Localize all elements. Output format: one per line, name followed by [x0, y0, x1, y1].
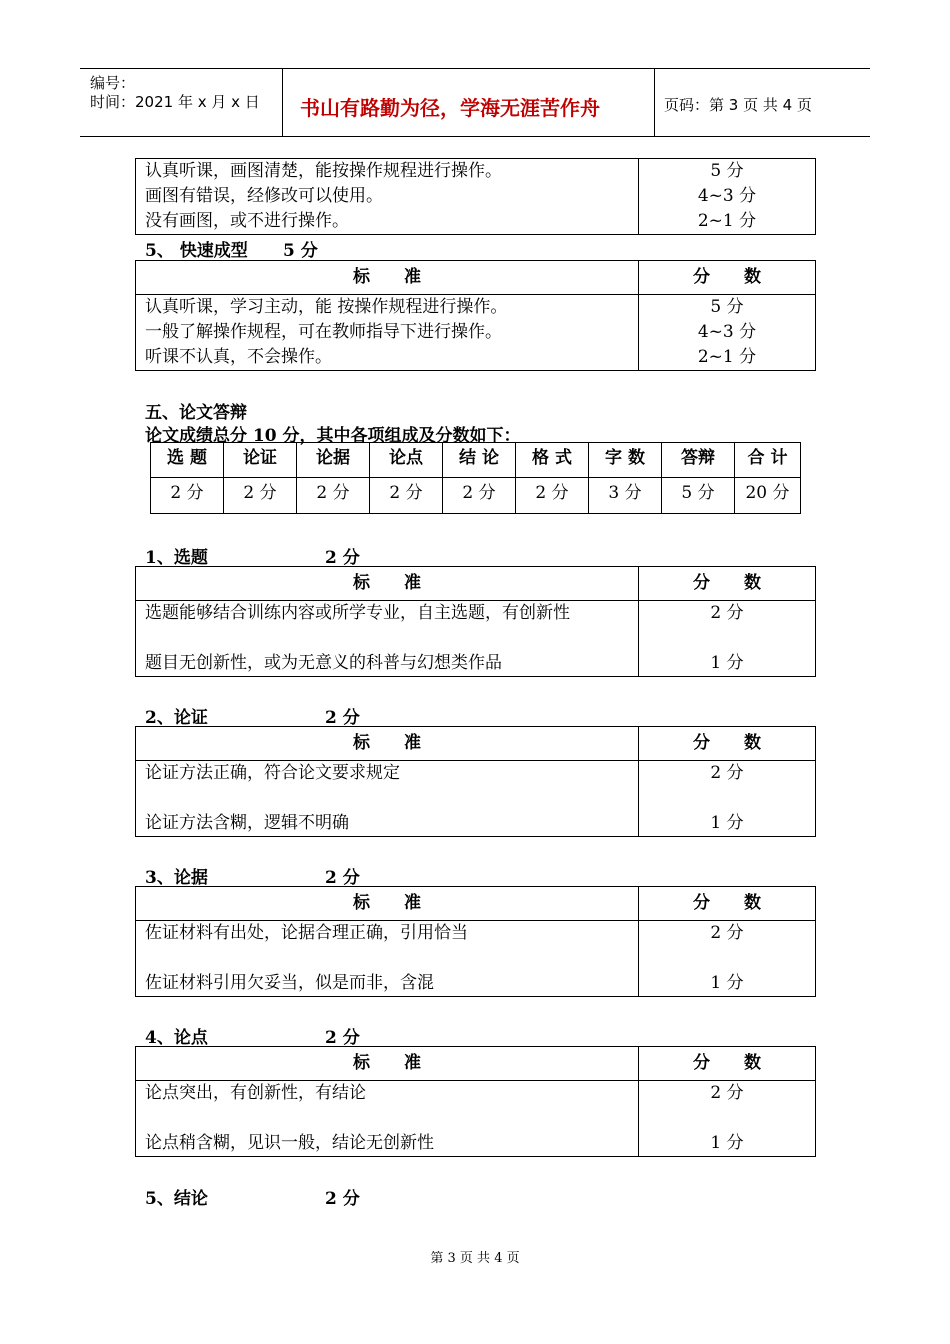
criteria-score: 4~3 分: [697, 322, 757, 342]
column-header-standard: 标 准: [136, 887, 639, 921]
header-top-rule: [80, 68, 870, 69]
section-title: 2、论证: [145, 708, 208, 728]
criteria-text: 佐证材料引用欠妥当，似是而非，含混: [145, 973, 434, 993]
section-heading: [145, 863, 360, 888]
criteria-score: 1 分: [710, 813, 744, 833]
summary-score: 2 分: [516, 478, 589, 514]
section-points: 2 分: [325, 868, 360, 888]
section-heading: [145, 703, 360, 728]
document-date: 时间：2021 年 x 月 x 日: [90, 93, 260, 111]
header-bottom-rule: [80, 136, 870, 137]
summary-score: 2 分: [370, 478, 443, 514]
column-header-standard: 标 准: [136, 261, 639, 295]
summary-score: 2 分: [224, 478, 297, 514]
header-motto: 书山有路勤为径，学海无涯苦作舟: [300, 96, 600, 120]
section-heading: [145, 1023, 360, 1048]
column-header-score: 分 数: [639, 567, 816, 601]
criteria-table: [135, 886, 816, 997]
column-header-score: 分 数: [639, 261, 816, 295]
column-header-score: 分 数: [639, 1047, 816, 1081]
header-divider: [282, 68, 283, 136]
thesis-summary-table: [150, 442, 801, 514]
criteria-score: 1 分: [710, 1133, 744, 1153]
criteria-table: [135, 1046, 816, 1157]
criteria-score: 5 分: [710, 297, 744, 317]
section-points: 5 分: [283, 241, 318, 261]
criteria-text: 佐证材料有出处，论据合理正确，引用恰当: [145, 923, 468, 943]
page-footer: 第 3 页 共 4 页: [430, 1251, 520, 1266]
summary-header: 论证: [224, 443, 297, 478]
summary-score: 2 分: [443, 478, 516, 514]
summary-score: 2 分: [297, 478, 370, 514]
section-title: 5、 快速成型: [145, 241, 248, 261]
criteria-text: 论点突出，有创新性，有结论: [145, 1083, 366, 1103]
summary-header: 选 题: [151, 443, 224, 478]
header-divider: [654, 68, 655, 136]
section-title: 3、论据: [145, 868, 208, 888]
summary-header: 论点: [370, 443, 443, 478]
header-page-info: 页码：第 3 页 共 4 页: [664, 96, 812, 114]
criteria-score: 4~3 分: [697, 186, 757, 206]
criteria-text: 论点稍含糊，见识一般，结论无创新性: [145, 1133, 434, 1153]
column-header-standard: 标 准: [136, 1047, 639, 1081]
section-title: 4、论点: [145, 1028, 208, 1048]
summary-header: 答辩: [662, 443, 735, 478]
criteria-score: 1 分: [710, 973, 744, 993]
section-heading: [145, 543, 360, 568]
section-heading: [145, 236, 318, 261]
section-title: 1、选题: [145, 548, 208, 568]
criteria-score: 2 分: [710, 603, 744, 623]
criteria-text: 画图有错误，经修改可以使用。: [145, 186, 383, 206]
summary-score: 20 分: [735, 478, 801, 514]
criteria-text: 认真听课，画图清楚，能按操作规程进行操作。: [145, 161, 502, 181]
criteria-text: 一般了解操作规程，可在教师指导下进行操作。: [145, 322, 502, 342]
criteria-text: 选题能够结合训练内容或所学专业，自主选题，有创新性: [145, 603, 570, 623]
criteria-table: [135, 726, 816, 837]
criteria-score: 2~1 分: [697, 347, 757, 367]
criteria-score: 2 分: [710, 923, 744, 943]
thesis-intro: 论文成绩总分 10 分，其中各项组成及分数如下：: [145, 426, 521, 446]
criteria-text: 论证方法正确，符合论文要求规定: [145, 763, 400, 783]
criteria-score: 2 分: [710, 1083, 744, 1103]
criteria-score: 5 分: [710, 161, 744, 181]
section-points: 2 分: [325, 1189, 360, 1209]
column-header-score: 分 数: [639, 727, 816, 761]
document-number-label: 编号：: [90, 74, 136, 92]
summary-header: 论据: [297, 443, 370, 478]
column-header-standard: 标 准: [136, 727, 639, 761]
criteria-table: [135, 260, 816, 371]
thesis-title: 五、论文答辩: [145, 403, 247, 423]
section-title: 5、结论: [145, 1189, 208, 1209]
criteria-text: 听课不认真，不会操作。: [145, 347, 332, 367]
criteria-score: 1 分: [710, 653, 744, 673]
summary-header: 格 式: [516, 443, 589, 478]
section-points: 2 分: [325, 548, 360, 568]
column-header-standard: 标 准: [136, 567, 639, 601]
summary-score: 5 分: [662, 478, 735, 514]
criteria-text: 题目无创新性，或为无意义的科普与幻想类作品: [145, 653, 502, 673]
criteria-score: 2~1 分: [697, 211, 757, 231]
summary-score: 3 分: [589, 478, 662, 514]
section-points: 2 分: [325, 1028, 360, 1048]
column-header-score: 分 数: [639, 887, 816, 921]
criteria-table: [135, 158, 816, 235]
criteria-text: 论证方法含糊，逻辑不明确: [145, 813, 349, 833]
criteria-table: [135, 566, 816, 677]
summary-header: 结 论: [443, 443, 516, 478]
section-heading: [145, 1184, 360, 1209]
criteria-text: 认真听课，学习主动，能 按操作规程进行操作。: [145, 297, 508, 317]
section-points: 2 分: [325, 708, 360, 728]
summary-score: 2 分: [151, 478, 224, 514]
summary-header: 合 计: [735, 443, 801, 478]
criteria-text: 没有画图，或不进行操作。: [145, 211, 349, 231]
summary-header: 字 数: [589, 443, 662, 478]
criteria-score: 2 分: [710, 763, 744, 783]
